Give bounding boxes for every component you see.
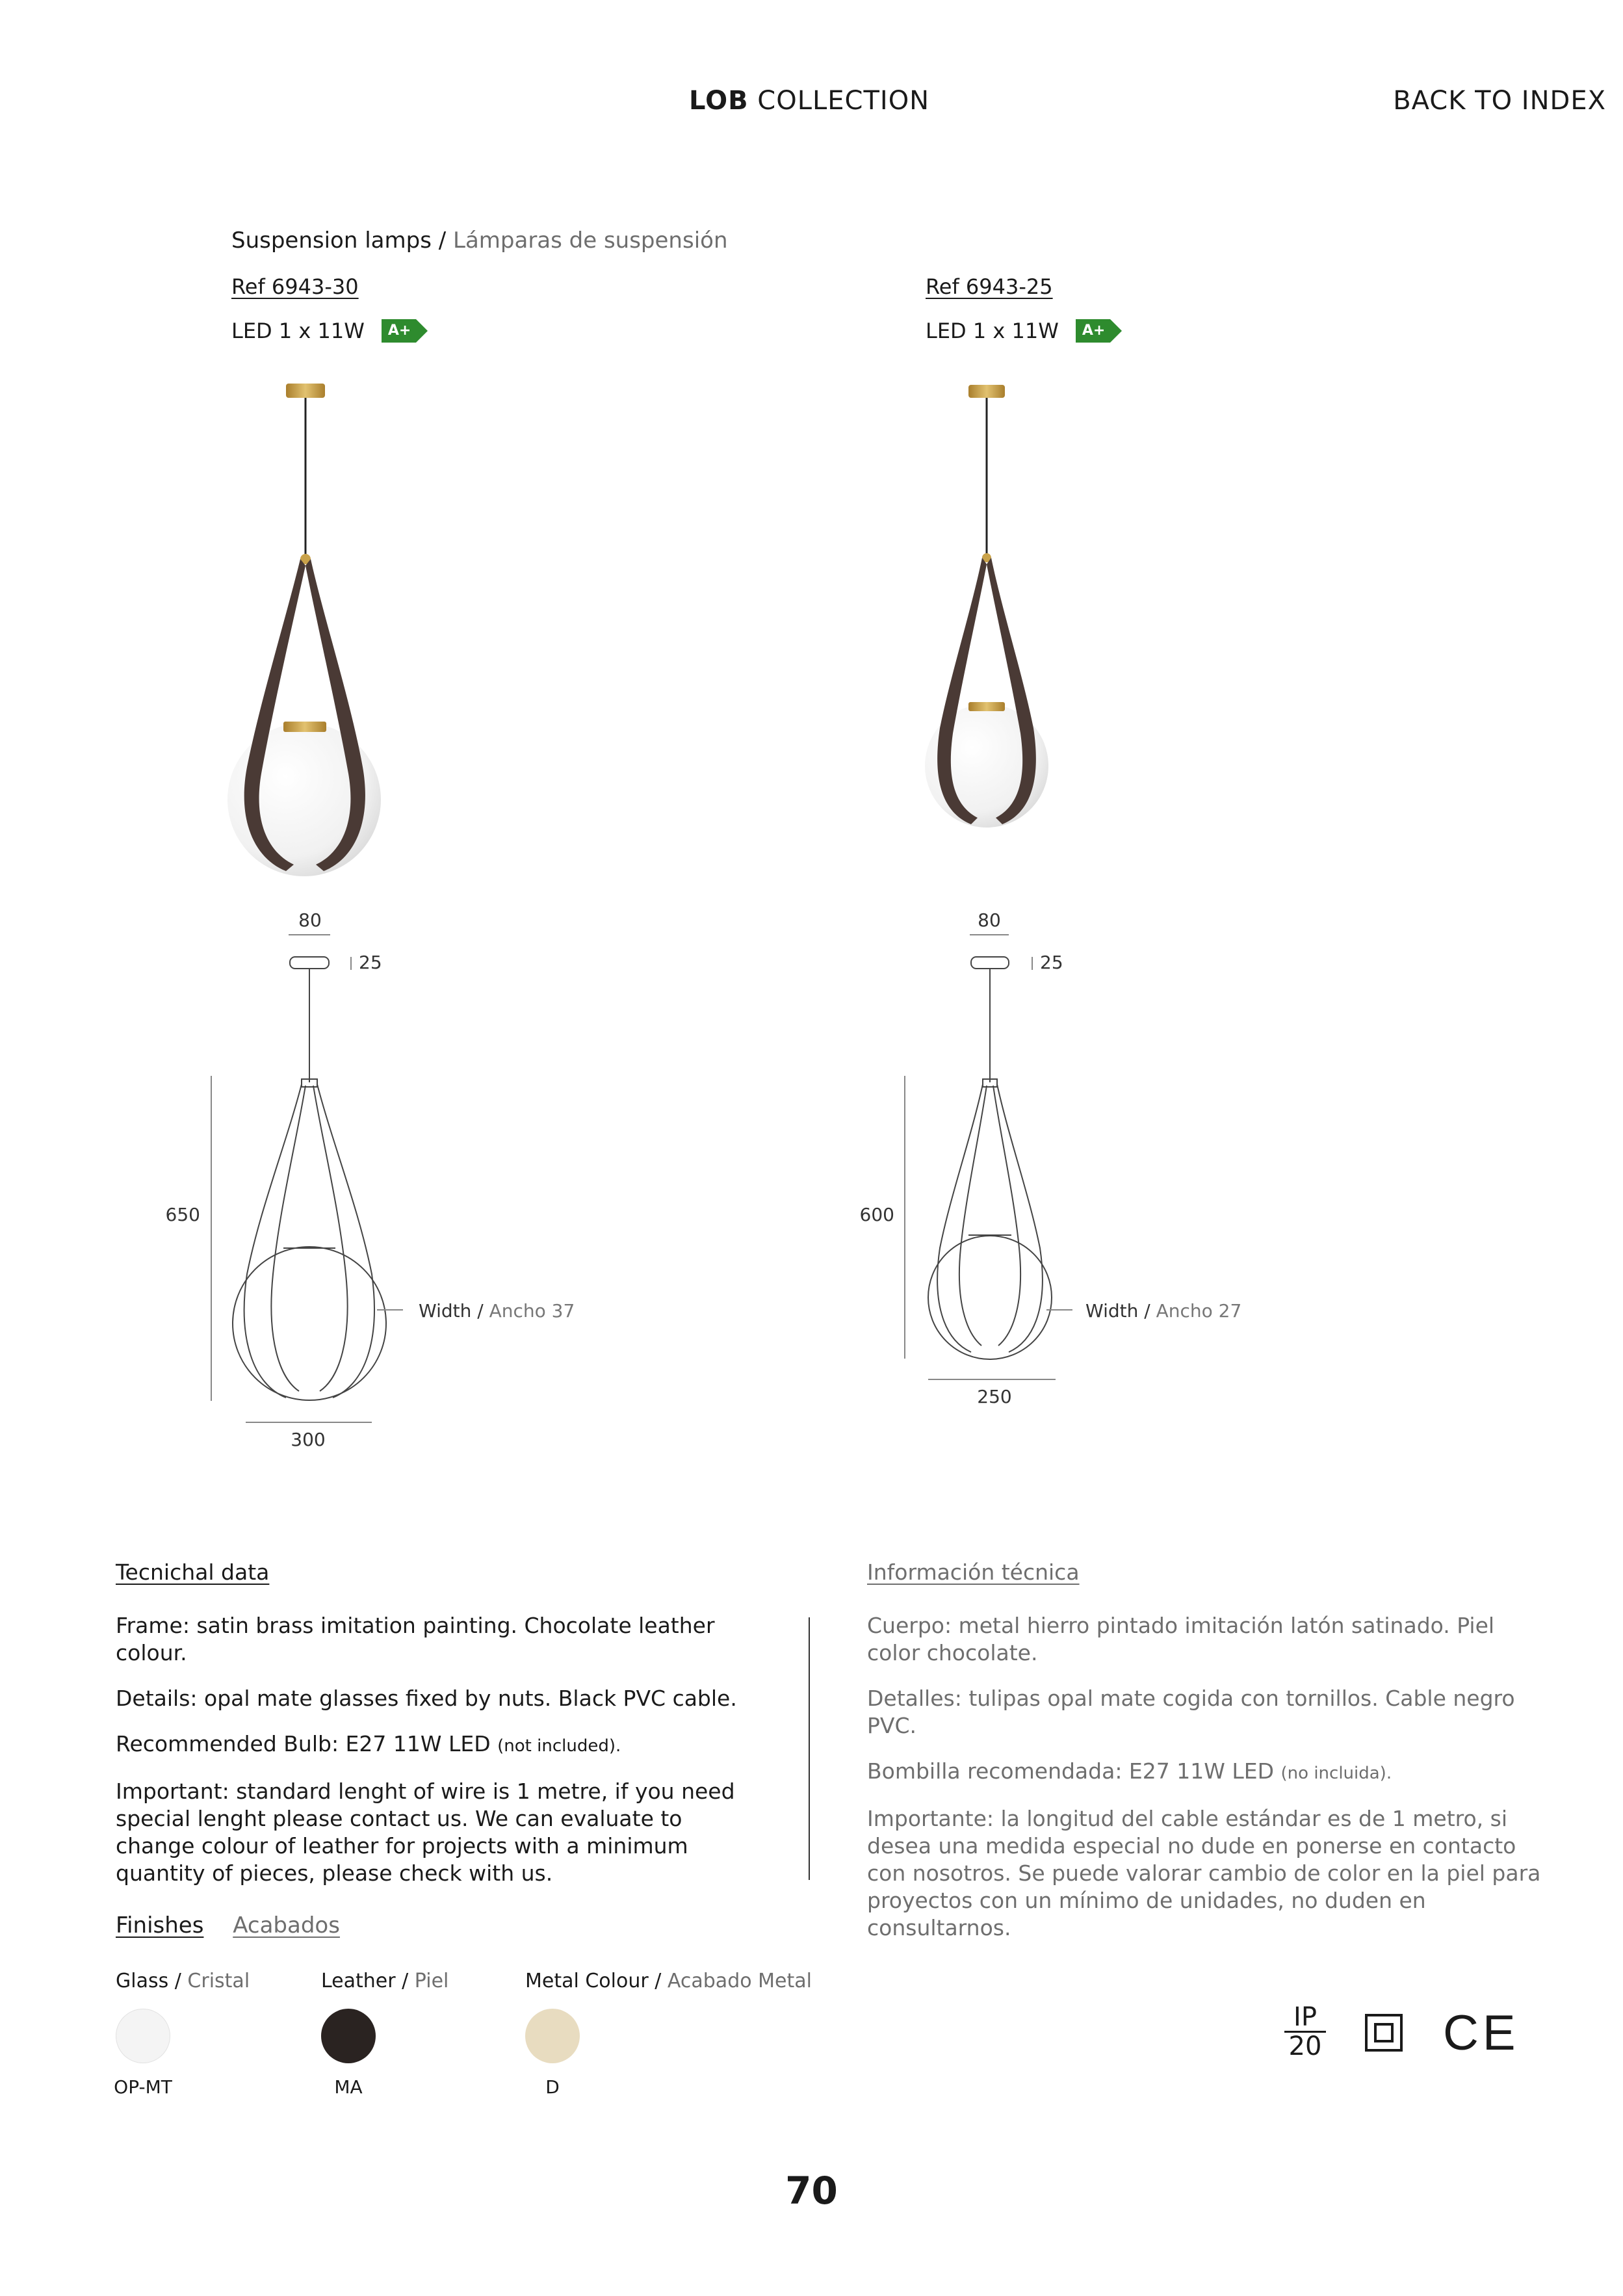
led-spec-1: LED 1 x 11W <box>231 319 365 343</box>
lamp-photo-2 <box>925 385 1048 828</box>
finish-label-glass-es: Cristal <box>187 1970 250 1992</box>
tech-important-en: Important: standard lenght of wire is 1 metre, if you need special lenght please contact us. We can evaluate to change colour of leather for projects with a minimum quantity of pieces, please check with us. <box>116 1779 735 1886</box>
tech-data-title-en: Tecnichal data <box>116 1559 270 1585</box>
finishes-title-en: Finishes <box>116 1912 204 1938</box>
dim-width-es-1: Ancho 37 <box>489 1300 575 1322</box>
ce-mark-icon: CE <box>1443 2005 1520 2061</box>
finish-label-metal <box>525 1970 812 1992</box>
finishes-title <box>116 1912 340 1938</box>
dim-canopy-width-1: 80 <box>298 909 322 931</box>
finish-label-glass <box>116 1970 250 1992</box>
globe-outline-2 <box>928 1236 1052 1359</box>
canopy-2 <box>968 385 1005 398</box>
globe-outline-1 <box>233 1247 386 1400</box>
ip-label: IP <box>1284 2003 1326 2033</box>
finish-label-leather-es: Piel <box>414 1970 449 1992</box>
tech-bulb-note-en: (not included). <box>497 1736 621 1756</box>
strap-outline-l1 <box>244 1084 302 1398</box>
dim-height-1: 650 <box>165 1204 200 1225</box>
tech-important-es: Importante: la longitud del cable estándar es de 1 metro, si desea una medida especial no dude en ponerse en contacto con nosotros. Se puede valorar cambio de color en la piel para proyectos con un mínimo de unidades, no duden en consultarnos. <box>867 1806 1541 1940</box>
dim-diameter-1: 300 <box>291 1429 326 1450</box>
dim-canopy-width-2: 80 <box>978 909 1001 931</box>
tech-bulb-text-en: Recommended Bulb: E27 11W LED <box>116 1731 491 1756</box>
section-separator: / <box>431 228 453 254</box>
strap-outline-r2 <box>997 1084 1043 1352</box>
canopy-1 <box>286 384 325 398</box>
swatch-metal[interactable] <box>525 2009 580 2063</box>
section-title-en: Suspension lamps <box>231 228 432 254</box>
class-ii-icon <box>1365 2014 1403 2052</box>
swatch-code-leather: MA <box>334 2076 363 2098</box>
strap-outline-l2 <box>937 1084 983 1352</box>
tech-drawing-1 <box>211 935 403 1422</box>
canopy-outline-2 <box>971 957 1009 969</box>
finish-label-metal-es: Acabado Metal <box>667 1970 812 1992</box>
tech-bulb-note-es: (no incluida). <box>1280 1764 1392 1783</box>
finish-label-metal-sep: / <box>648 1970 668 1992</box>
collection-name: LOB <box>689 86 749 116</box>
dim-diameter-2: 250 <box>977 1386 1012 1407</box>
energy-label-badge-1: A+ <box>382 319 416 343</box>
canopy-outline-1 <box>290 957 329 969</box>
tech-details-es: Detalles: tulipas opal mate cogida con tornillos. Cable negro PVC. <box>867 1686 1515 1738</box>
finish-label-glass-sep: / <box>168 1970 188 1992</box>
tech-data-en <box>116 1612 766 1905</box>
led-spec-2: LED 1 x 11W <box>926 319 1059 343</box>
glass-holder-1 <box>283 722 326 732</box>
column-divider <box>809 1617 810 1880</box>
dim-width-label-2 <box>1085 1300 1241 1322</box>
collection-suffix: COLLECTION <box>748 86 930 116</box>
dim-width-sep-2: / <box>1138 1300 1156 1322</box>
finish-label-glass-en: Glass <box>116 1970 169 1992</box>
tech-drawing-2 <box>905 935 1072 1379</box>
tech-bulb-es <box>867 1758 1543 1787</box>
strap-outline-r1 <box>317 1084 374 1398</box>
dim-width-en-1: Width <box>419 1300 472 1322</box>
swatch-leather[interactable] <box>321 2009 376 2063</box>
tech-frame-es: Cuerpo: metal hierro pintado imitación latón satinado. Piel color chocolate. <box>867 1613 1495 1665</box>
tech-data-title-es: Información técnica <box>867 1559 1080 1585</box>
dim-canopy-height-1: 25 <box>359 952 382 973</box>
energy-label-badge-2: A+ <box>1076 319 1110 343</box>
class-ii-inner-square <box>1374 2023 1394 2042</box>
dim-width-en-2: Width <box>1085 1300 1139 1322</box>
page-number: 70 <box>785 2169 838 2213</box>
tech-details-en: Details: opal mate glasses fixed by nuts. Black PVC cable. <box>116 1686 737 1711</box>
glass-holder-2 <box>968 702 1005 711</box>
tech-bulb-en <box>116 1730 766 1760</box>
tech-frame-en: Frame: satin brass imitation painting. Chocolate leather colour. <box>116 1613 715 1665</box>
dim-height-2: 600 <box>859 1204 894 1225</box>
dim-width-sep-1: / <box>471 1300 489 1322</box>
product-ref-1: Ref 6943-30 <box>231 274 359 299</box>
dim-width-label-1 <box>419 1300 575 1322</box>
dim-width-es-2: Ancho 27 <box>1156 1300 1242 1322</box>
finish-label-leather-en: Leather <box>321 1970 396 1992</box>
ip-rating: 20 <box>1288 2031 1322 2061</box>
product-ref-2: Ref 6943-25 <box>926 274 1053 299</box>
swatch-code-metal: D <box>545 2076 560 2098</box>
tech-bulb-text-es: Bombilla recomendada: E27 11W LED <box>867 1758 1275 1784</box>
finishes-title-es: Acabados <box>233 1912 340 1938</box>
dim-canopy-height-2: 25 <box>1040 952 1063 973</box>
ip20-icon <box>1284 2003 1326 2060</box>
section-title-es: Lámparas de suspensión <box>453 228 728 254</box>
swatch-glass[interactable] <box>116 2009 170 2063</box>
back-to-index-link[interactable]: BACK TO INDEX <box>1393 86 1606 116</box>
finish-label-leather <box>321 1970 448 1992</box>
finish-label-metal-en: Metal Colour <box>525 1970 649 1992</box>
lamp-photo-1 <box>227 384 381 876</box>
finish-label-leather-sep: / <box>395 1970 415 1992</box>
swatch-code-glass: OP-MT <box>114 2076 172 2098</box>
tech-data-es <box>867 1612 1543 1960</box>
